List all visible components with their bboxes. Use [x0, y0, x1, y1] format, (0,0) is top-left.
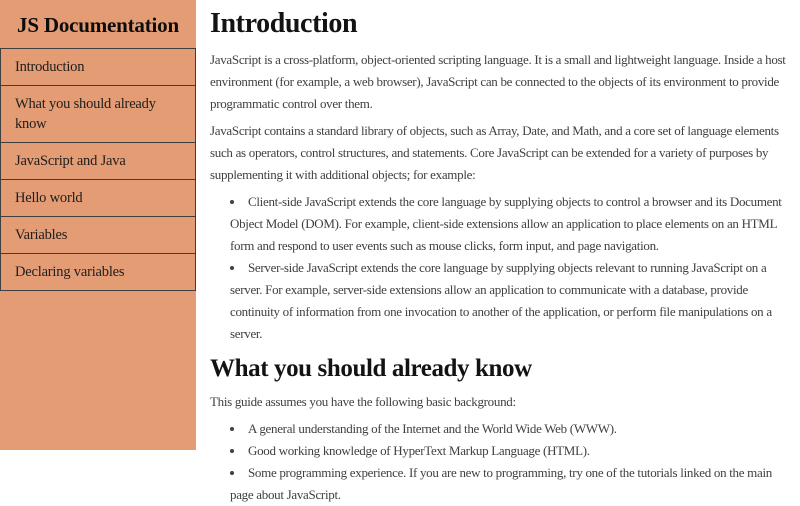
section-what-you-should-already-know	[210, 354, 796, 506]
sidebar-item-what-you-should-already-know[interactable]	[0, 85, 196, 143]
sidebar-title: JS Documentation	[17, 13, 179, 37]
background-paragraph: This guide assumes you have the following basic background:	[210, 394, 516, 409]
intro-paragraph-2: JavaScript contains a standard library of objects, such as Array, Date, and Math, and a core set of language elements such as operators, control structures, and statements. Core JavaScript can be extended for a variety of purposes by supplementing it with additional objects; for example:	[210, 123, 779, 182]
sidebar-item-introduction[interactable]	[0, 48, 196, 86]
section-introduction	[210, 8, 796, 345]
bullet-internet-understanding: • A general understanding of the Internet and the World Wide Web (WWW).	[230, 418, 796, 440]
main-content	[196, 0, 800, 502]
bullet-html-knowledge: • Good working knowledge of HyperText Markup Language (HTML).	[230, 440, 796, 462]
bullet-programming-experience: • Some programming experience. If you are new to programming, try one of the tutorials linked on the main page about JavaScript.	[230, 462, 796, 506]
sidebar-link-hello-world[interactable]: Hello world	[15, 190, 83, 206]
section-heading-what-you-should-already-know: What you should already know	[210, 355, 532, 382]
sidebar-link-variables[interactable]: Variables	[15, 227, 68, 243]
bullet-server-side: • Server-side JavaScript extends the core language by supplying objects relevant to running JavaScript on a server. For example, server-side extensions allow an application to communicate with a database, provide continuity of information from one invocation to another of the application, or perform file manipulations on a server.	[230, 257, 796, 345]
sidebar-link-introduction[interactable]: Introduction	[15, 59, 85, 75]
sidebar-nav-list	[0, 48, 196, 291]
sidebar-link-declaring-variables[interactable]: Declaring variables	[15, 264, 125, 280]
sidebar-link-what-you-should-already-know[interactable]: What you should already know	[15, 96, 156, 132]
sidebar-item-declaring-variables[interactable]	[0, 253, 196, 291]
intro-paragraph-1: JavaScript is a cross-platform, object-oriented scripting language. It is a small and lightweight language. Inside a host environment (for example, a web browser), JavaScript can be connected to the objects of its environment to provide programmatic control over them.	[210, 52, 786, 111]
background-bullet-list	[210, 418, 796, 506]
intro-bullet-list	[210, 191, 796, 345]
section-heading-introduction: Introduction	[210, 8, 358, 39]
sidebar-link-javascript-and-java[interactable]: JavaScript and Java	[15, 153, 126, 169]
sidebar	[0, 0, 196, 450]
sidebar-nav	[0, 48, 196, 291]
sidebar-item-javascript-and-java[interactable]	[0, 142, 196, 180]
bullet-client-side: • Client-side JavaScript extends the core language by supplying objects to control a browser and its Document Object Model (DOM). For example, client-side extensions allow an application to place elements on an HTML form and respond to user events such as mouse clicks, form input, and page navigation.	[230, 191, 796, 257]
sidebar-item-variables[interactable]	[0, 216, 196, 254]
sidebar-item-hello-world[interactable]	[0, 179, 196, 217]
